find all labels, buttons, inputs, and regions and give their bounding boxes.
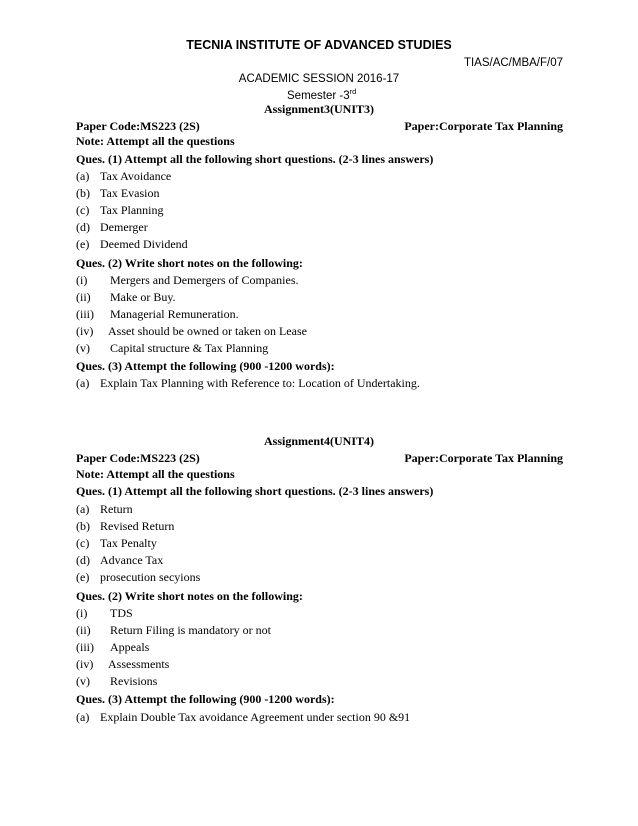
assignment4-question-1: Ques. (1) Attempt all the following short questions. (2-3 lines answers) — [76, 484, 434, 498]
item-label: (iv) — [76, 324, 94, 338]
assignment3-q2-item — [76, 341, 268, 356]
item-text: Managerial Remuneration. — [110, 307, 239, 321]
item-text: Return Filing is mandatory or not — [110, 623, 271, 637]
assignment3-q2-item — [76, 273, 299, 288]
item-label: (c) — [76, 203, 90, 217]
item-text: Mergers and Demergers of Companies. — [110, 273, 299, 287]
item-text: Revisions — [110, 674, 158, 688]
item-text: Tax Penalty — [100, 536, 157, 550]
assignment4-q1-item — [76, 570, 200, 585]
assignment4-q2-item — [76, 657, 169, 672]
assignment4-q2-item — [76, 640, 149, 655]
item-label: (e) — [76, 570, 90, 584]
item-text: Assessments — [108, 657, 170, 671]
item-label: (a) — [76, 502, 90, 516]
item-label: (e) — [76, 237, 90, 251]
assignment3-note: Note: Attempt all the questions — [76, 134, 235, 148]
item-text: Asset should be owned or taken on Lease — [108, 324, 307, 338]
item-text: Explain Double Tax avoidance Agreement under section 90 &91 — [100, 710, 411, 724]
assignment3-q2-item — [76, 290, 176, 305]
assignment3-question-2: Ques. (2) Write short notes on the following: — [76, 256, 303, 270]
assignment4-q2-item — [76, 623, 271, 638]
item-label: (b) — [76, 519, 90, 533]
item-label: (a) — [76, 710, 90, 724]
assignment3-q1-item — [76, 169, 171, 184]
item-text: Capital structure & Tax Planning — [110, 341, 269, 355]
item-text: Demerger — [100, 220, 148, 234]
institute-title: TECNIA INSTITUTE OF ADVANCED STUDIES — [186, 38, 452, 52]
assignment4-paper-code: Paper Code:MS223 (2S) — [76, 451, 200, 465]
semester — [287, 87, 356, 102]
item-text: Explain Tax Planning with Reference to: Location of Undertaking. — [100, 376, 420, 390]
item-text: Return — [100, 502, 133, 516]
assignment4-q1-item — [76, 519, 174, 534]
assignment4-question-2: Ques. (2) Write short notes on the following: — [76, 589, 303, 603]
assignment4-q3-item — [76, 710, 410, 725]
assignment3-q3-item — [76, 376, 420, 391]
item-label: (ii) — [76, 623, 91, 637]
assignment3-q1-item — [76, 220, 148, 235]
item-label: (ii) — [76, 290, 91, 304]
assignment4-q2-item — [76, 674, 157, 689]
assignment4-q1-item — [76, 502, 133, 517]
assignment4-note: Note: Attempt all the questions — [76, 467, 235, 481]
item-label: (a) — [76, 376, 90, 390]
item-label: (d) — [76, 553, 90, 567]
item-label: (v) — [76, 341, 90, 355]
item-text: TDS — [110, 606, 133, 620]
assignment3-paper-code: Paper Code:MS223 (2S) — [76, 119, 200, 133]
assignment4-q1-item — [76, 553, 163, 568]
item-text: Deemed Dividend — [100, 237, 188, 251]
assignment4-question-3: Ques. (3) Attempt the following (900 -1200 words): — [76, 692, 335, 706]
assignment3-q2-item — [76, 324, 307, 339]
assignment3-q1-item — [76, 203, 164, 218]
assignment4-paper-name: Paper:Corporate Tax Planning — [404, 451, 563, 465]
assignment4-title: Assignment4(UNIT4) — [263, 434, 374, 448]
item-text: Revised Return — [100, 519, 175, 533]
assignment3-q1-item — [76, 237, 188, 252]
item-label: (d) — [76, 220, 90, 234]
item-text: Appeals — [110, 640, 150, 654]
assignment4-q2-item — [76, 606, 133, 621]
item-label: (a) — [76, 169, 90, 183]
assignment3-question-3: Ques. (3) Attempt the following (900 -1200 words): — [76, 359, 335, 373]
item-label: (c) — [76, 536, 90, 550]
assignment3-title: Assignment3(UNIT3) — [263, 102, 374, 116]
item-label: (iv) — [76, 657, 94, 671]
item-label: (iii) — [76, 307, 94, 321]
item-text: Tax Avoidance — [100, 169, 172, 183]
assignment3-paper-name: Paper:Corporate Tax Planning — [404, 119, 563, 133]
item-label: (i) — [76, 606, 88, 620]
semester-suffix: rd — [349, 87, 357, 96]
item-label: (i) — [76, 273, 88, 287]
assignment3-question-1: Ques. (1) Attempt all the following short questions. (2-3 lines answers) — [76, 152, 434, 166]
semester-prefix: Semester -3 — [287, 89, 350, 102]
item-label: (v) — [76, 674, 90, 688]
assignment3-q1-item — [76, 186, 159, 201]
item-text: prosecution secyions — [100, 570, 201, 584]
item-label: (b) — [76, 186, 90, 200]
item-text: Advance Tax — [100, 553, 164, 567]
item-text: Make or Buy. — [110, 290, 176, 304]
assignment4-q1-item — [76, 536, 157, 551]
item-text: Tax Evasion — [100, 186, 160, 200]
document-code: TIAS/AC/MBA/F/07 — [463, 57, 563, 69]
item-label: (iii) — [76, 640, 94, 654]
assignment3-q2-item — [76, 307, 239, 322]
academic-session: ACADEMIC SESSION 2016-17 — [238, 73, 400, 85]
item-text: Tax Planning — [100, 203, 164, 217]
